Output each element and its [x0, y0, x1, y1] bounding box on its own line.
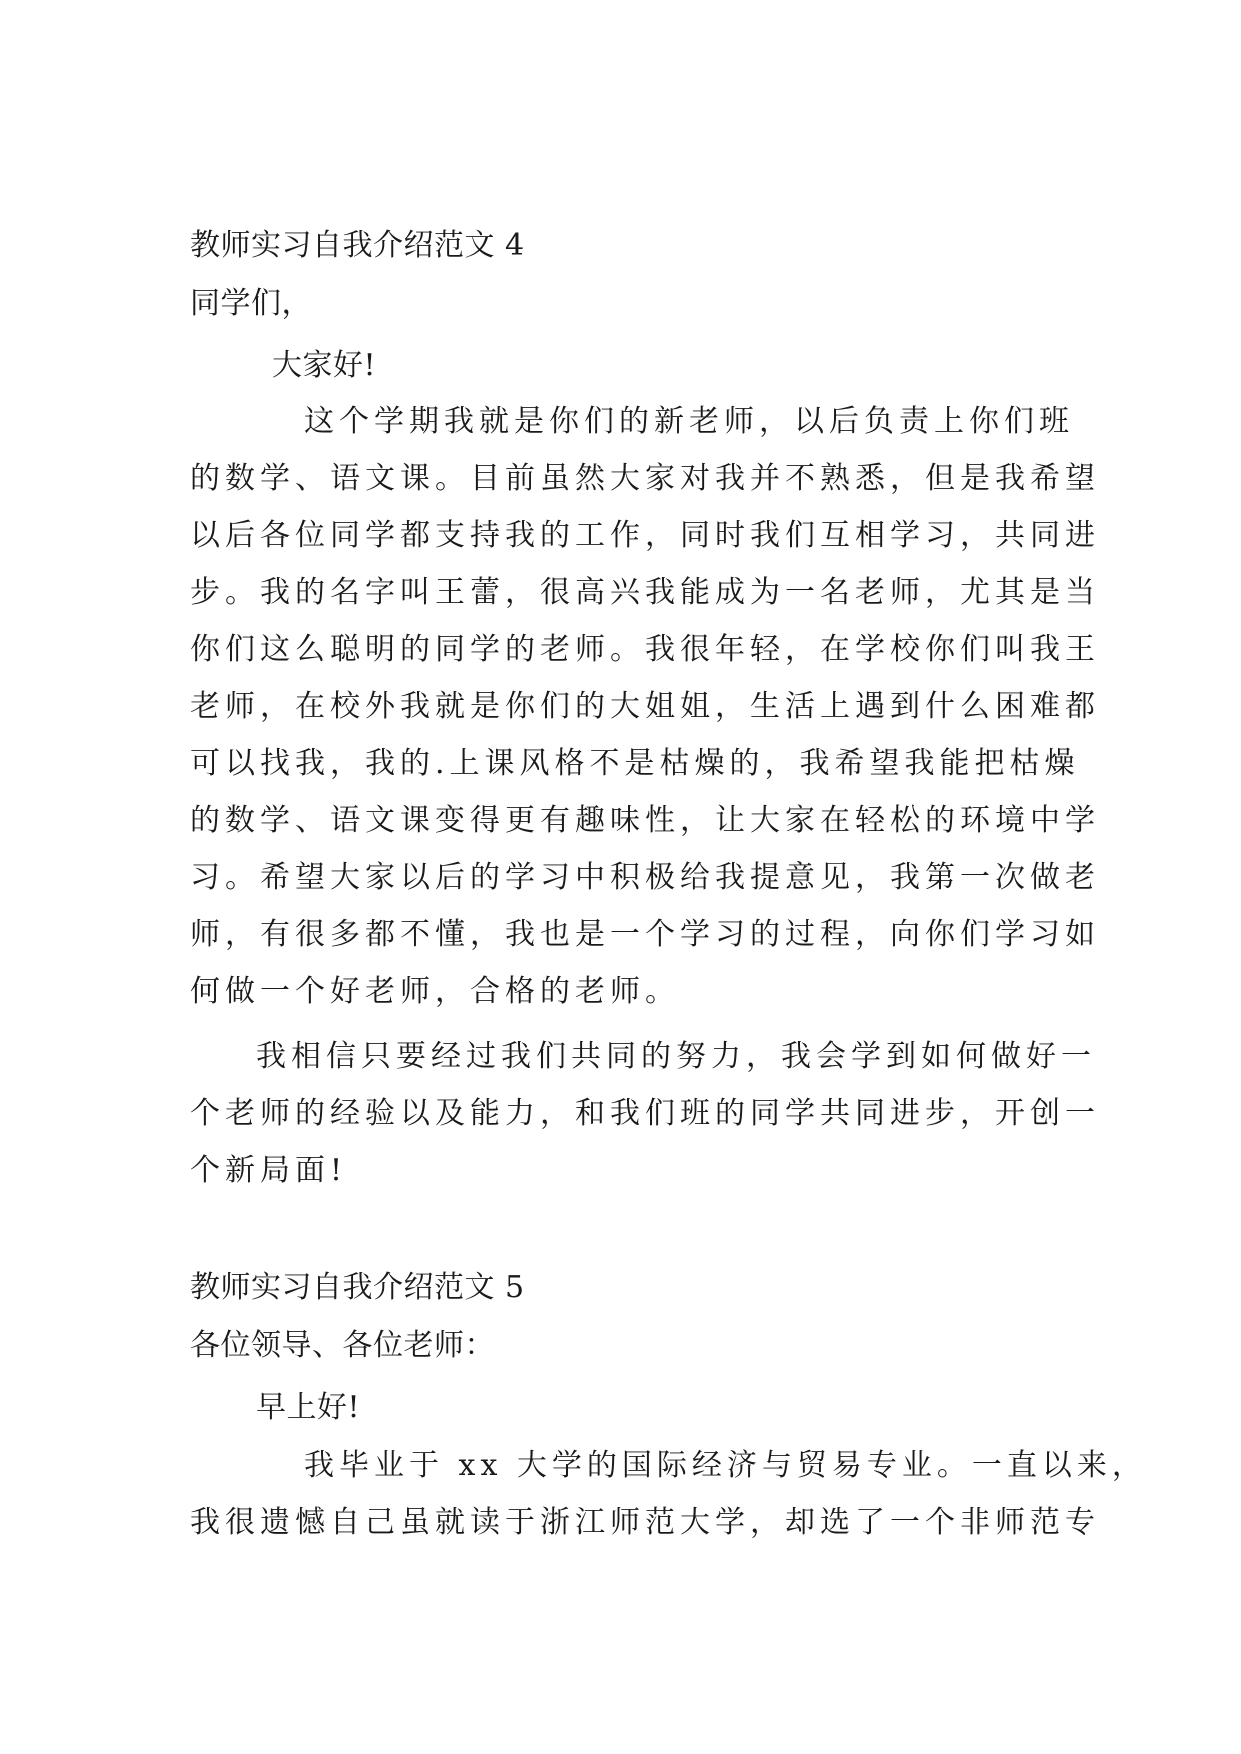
section-5-title: 教师实习自我介绍范文 5 [190, 1270, 525, 1305]
section-5-para1-line: 我毕业于 xx 大学的国际经济与贸易专业。一直以来， [304, 1448, 1147, 1483]
section-4-para2-line: 个新局面! [190, 1153, 348, 1188]
section-4-greeting: 大家好! [272, 348, 377, 383]
section-4-para1-line: 何做一个好老师，合格的老师。 [190, 974, 680, 1009]
section-4-para1-line: 以后各位同学都支持我的工作，同时我们互相学习，共同进 [190, 518, 1100, 553]
section-5-salutation: 各位领导、各位老师： [190, 1328, 495, 1363]
section-4-para1-line: 师，有很多都不懂，我也是一个学习的过程，向你们学习如 [190, 917, 1100, 952]
section-4-para1-line: 这个学期我就是你们的新老师，以后负责上你们班 [304, 404, 1074, 439]
section-4-para1-line: 的数学、语文课变得更有趣味性，让大家在轻松的环境中学 [190, 803, 1100, 838]
section-4-para1-line: 可以找我，我的.上课风格不是枯燥的，我希望我能把枯燥 [190, 746, 1080, 781]
section-5-para1-line: 我很遗憾自己虽就读于浙江师范大学，却选了一个非师范专 [190, 1505, 1100, 1540]
section-4-salutation: 同学们， [190, 286, 312, 321]
section-4-para1-line: 老师，在校外我就是你们的大姐姐，生活上遇到什么困难都 [190, 689, 1100, 724]
section-4-para1-line: 步。我的名字叫王蕾，很高兴我能成为一名老师，尤其是当 [190, 575, 1100, 610]
section-4-title: 教师实习自我介绍范文 4 [190, 228, 525, 263]
section-5-greeting: 早上好! [256, 1390, 361, 1425]
section-4-para2-line: 个老师的经验以及能力，和我们班的同学共同进步，开创一 [190, 1096, 1100, 1131]
section-4-para1-line: 你们这么聪明的同学的老师。我很年轻，在学校你们叫我王 [190, 632, 1100, 667]
section-4-para2-line: 我相信只要经过我们共同的努力，我会学到如何做好一 [256, 1039, 1096, 1074]
section-4-para1-line: 的数学、语文课。目前虽然大家对我并不熟悉，但是我希望 [190, 461, 1100, 496]
section-4-para1-line: 习。希望大家以后的学习中积极给我提意见，我第一次做老 [190, 860, 1100, 895]
